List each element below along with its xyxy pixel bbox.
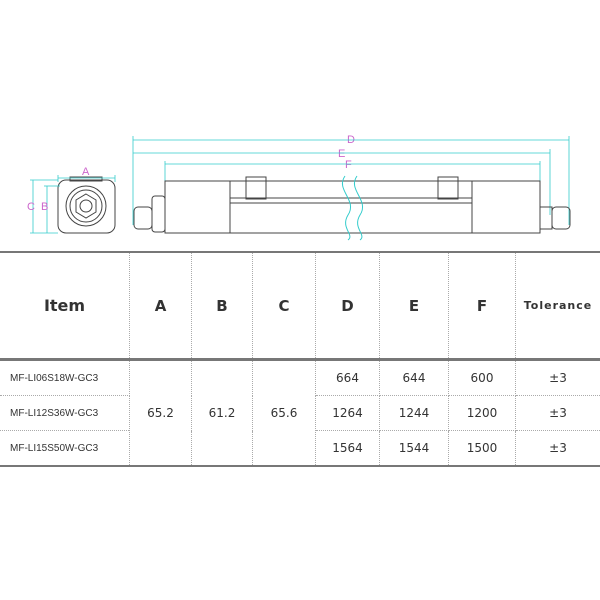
label-a: A [82, 166, 90, 178]
cell-item: MF-LI15S50W-GC3 [0, 431, 130, 467]
header-f: F [449, 252, 516, 360]
cell-tolerance: ±3 [516, 396, 600, 431]
header-e: E [380, 252, 449, 360]
dimensions-table [0, 251, 600, 467]
cell-c: 65.6 [253, 360, 316, 467]
cell-f: 1200 [449, 396, 516, 431]
cell-f: 1500 [449, 431, 516, 467]
cell-e: 644 [380, 360, 449, 396]
header-d: D [316, 252, 380, 360]
end-view [58, 177, 115, 233]
cell-b: 61.2 [192, 360, 253, 467]
header-tolerance: Tolerance [516, 252, 600, 360]
cell-e: 1544 [380, 431, 449, 467]
dimension-drawing [0, 0, 600, 250]
cell-f: 600 [449, 360, 516, 396]
cell-tolerance: ±3 [516, 360, 600, 396]
cell-tolerance: ±3 [516, 431, 600, 467]
cell-e: 1244 [380, 396, 449, 431]
table-header-row [0, 252, 600, 360]
table-row [0, 360, 600, 396]
header-a: A [130, 252, 192, 360]
cell-a: 65.2 [130, 360, 192, 467]
header-b: B [192, 252, 253, 360]
label-d: D [347, 134, 355, 146]
header-c: C [253, 252, 316, 360]
label-e: E [338, 148, 346, 160]
cell-item: MF-LI06S18W-GC3 [0, 360, 130, 396]
cell-item: MF-LI12S36W-GC3 [0, 396, 130, 431]
label-c: C [27, 201, 35, 213]
cell-d: 664 [316, 360, 380, 396]
cell-d: 1264 [316, 396, 380, 431]
label-b: B [41, 201, 49, 213]
cell-d: 1564 [316, 431, 380, 467]
label-f: F [345, 159, 352, 171]
side-view [134, 176, 570, 240]
header-item: Item [0, 252, 130, 360]
